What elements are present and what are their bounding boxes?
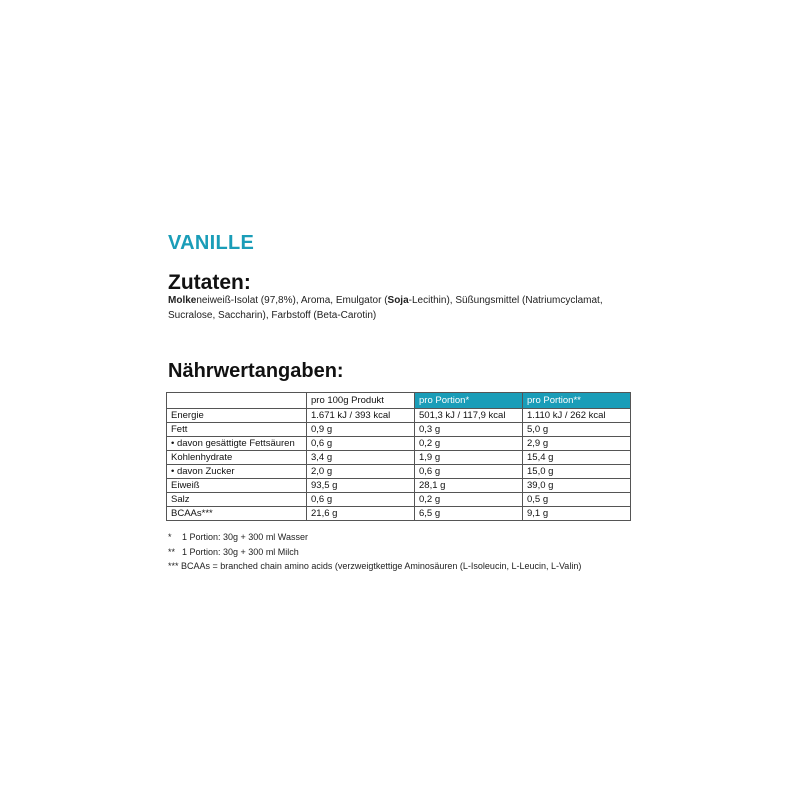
footnote-text: 1 Portion: 30g + 300 ml Milch bbox=[182, 546, 299, 557]
row-label: • davon Zucker bbox=[167, 465, 307, 479]
cell-per-portion-milk: 15,4 g bbox=[523, 451, 631, 465]
cell-per-100g: 2,0 g bbox=[307, 465, 415, 479]
cell-per-portion-water: 6,5 g bbox=[415, 507, 523, 521]
cell-per-portion-milk: 9,1 g bbox=[523, 507, 631, 521]
cell-per-portion-water: 28,1 g bbox=[415, 479, 523, 493]
row-label: Eiweiß bbox=[167, 479, 307, 493]
footnotes bbox=[168, 530, 581, 574]
header-per-portion-water: pro Portion* bbox=[415, 393, 523, 409]
ingredient-text-segment: neiweiß-Isolat (97,8%), Aroma, Emulgator ( bbox=[196, 295, 388, 306]
cell-per-portion-milk: 5,0 g bbox=[523, 423, 631, 437]
footnote-mark: ** bbox=[168, 546, 176, 557]
table-row bbox=[167, 493, 631, 507]
nutrition-title: Nährwertangaben: bbox=[168, 360, 344, 382]
cell-per-portion-water: 0,6 g bbox=[415, 465, 523, 479]
cell-per-portion-milk: 39,0 g bbox=[523, 479, 631, 493]
footnote-text: BCAAs = branched chain amino acids (verzweigtkettige Aminosäuren (L-Isoleucin, L-Leucin, L-Valin) bbox=[181, 561, 582, 571]
ingredient-allergen: Molke bbox=[168, 295, 197, 306]
flavor-title: VANILLE bbox=[168, 232, 255, 254]
table-row bbox=[167, 479, 631, 493]
ingredient-allergen: Soja bbox=[387, 295, 409, 306]
footnote bbox=[168, 530, 581, 545]
footnote-text: 1 Portion: 30g + 300 ml Wasser bbox=[182, 532, 308, 542]
row-label: BCAAs*** bbox=[167, 507, 307, 521]
cell-per-100g: 0,6 g bbox=[307, 437, 415, 451]
cell-per-100g: 1.671 kJ / 393 kcal bbox=[307, 409, 415, 423]
cell-per-portion-water: 0,2 g bbox=[415, 437, 523, 451]
cell-per-portion-milk: 1.110 kJ / 262 kcal bbox=[523, 409, 631, 423]
cell-per-portion-water: 501,3 kJ / 117,9 kcal bbox=[415, 409, 523, 423]
footnote bbox=[168, 559, 581, 574]
cell-per-100g: 93,5 g bbox=[307, 479, 415, 493]
row-label: • davon gesättigte Fettsäuren bbox=[167, 437, 307, 451]
table-row bbox=[167, 409, 631, 423]
cell-per-100g: 0,6 g bbox=[307, 493, 415, 507]
cell-per-portion-water: 1,9 g bbox=[415, 451, 523, 465]
cell-per-100g: 3,4 g bbox=[307, 451, 415, 465]
header-nutrient bbox=[167, 393, 307, 409]
cell-per-100g: 21,6 g bbox=[307, 507, 415, 521]
table-row bbox=[167, 437, 631, 451]
ingredients-text bbox=[168, 294, 648, 323]
footnote-mark: *** bbox=[168, 561, 179, 571]
cell-per-portion-milk: 2,9 g bbox=[523, 437, 631, 451]
nutrition-table bbox=[166, 392, 631, 521]
header-per-100g: pro 100g Produkt bbox=[307, 393, 415, 409]
table-row bbox=[167, 451, 631, 465]
footnote-mark: * bbox=[168, 532, 172, 542]
cell-per-portion-water: 0,3 g bbox=[415, 423, 523, 437]
table-row bbox=[167, 507, 631, 521]
cell-per-100g: 0,9 g bbox=[307, 423, 415, 437]
row-label: Salz bbox=[167, 493, 307, 507]
row-label: Energie bbox=[167, 409, 307, 423]
row-label: Kohlenhydrate bbox=[167, 451, 307, 465]
header-per-portion-milk: pro Portion** bbox=[523, 393, 631, 409]
table-row bbox=[167, 465, 631, 479]
footnote bbox=[168, 545, 581, 560]
table-row bbox=[167, 423, 631, 437]
ingredients-title: Zutaten: bbox=[168, 271, 251, 294]
cell-per-portion-water: 0,2 g bbox=[415, 493, 523, 507]
row-label: Fett bbox=[167, 423, 307, 437]
ingredient-text-segment: -Lecithin), Süßungsmittel (Natriumcyclamat, Sucralose, Saccharin), Farbstoff (Beta-Carotin) bbox=[168, 295, 603, 321]
cell-per-portion-milk: 0,5 g bbox=[523, 493, 631, 507]
nutrition-header-row bbox=[167, 393, 631, 409]
cell-per-portion-milk: 15,0 g bbox=[523, 465, 631, 479]
